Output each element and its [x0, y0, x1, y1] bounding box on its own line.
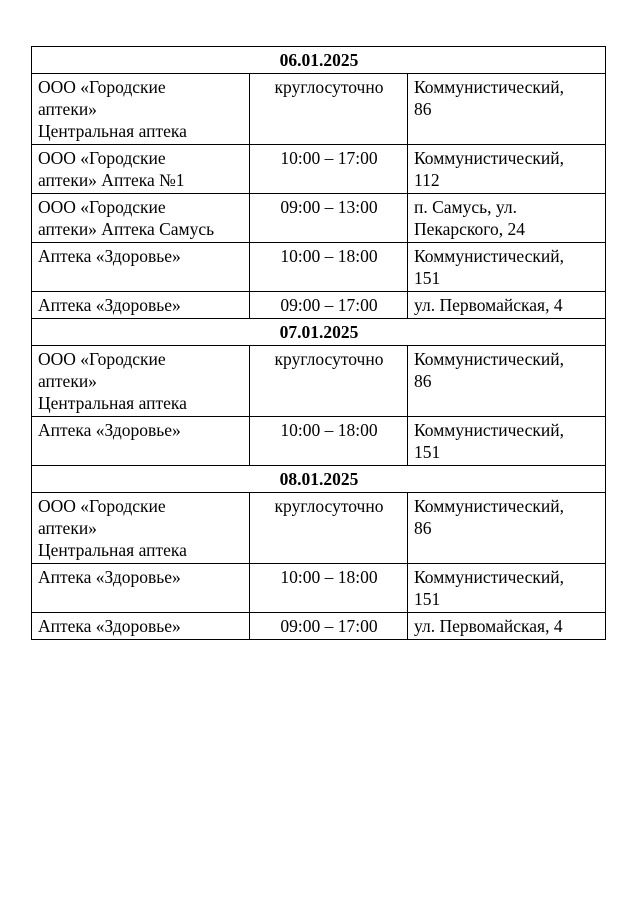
- working-hours-cell: 10:00 – 17:00: [250, 145, 408, 194]
- address-cell: [408, 145, 606, 194]
- address-line: 151: [414, 442, 441, 462]
- pharmacy-name-line: аптеки» Аптека Самусь: [38, 219, 215, 239]
- table-row: [32, 417, 606, 466]
- pharmacy-name-line: аптеки»: [38, 371, 97, 391]
- address-line: Коммунистический,: [414, 148, 565, 168]
- schedule-table-body: [32, 47, 606, 640]
- pharmacy-name-cell: [32, 493, 250, 564]
- address-cell: [408, 613, 606, 640]
- pharmacy-name-line: Аптека «Здоровье»: [38, 295, 181, 315]
- pharmacy-name-line: ООО «Городские: [38, 496, 166, 516]
- pharmacy-name-cell: [32, 292, 250, 319]
- working-hours-cell: круглосуточно: [250, 493, 408, 564]
- address-line: 112: [414, 170, 440, 190]
- address-line: 151: [414, 268, 441, 288]
- table-row: [32, 243, 606, 292]
- table-row: [32, 613, 606, 640]
- pharmacy-name-cell: [32, 145, 250, 194]
- pharmacy-name-line: ООО «Городские: [38, 197, 166, 217]
- date-heading: 08.01.2025: [32, 466, 606, 493]
- address-line: Коммунистический,: [414, 420, 565, 440]
- address-line: Коммунистический,: [414, 246, 565, 266]
- pharmacy-name-line: Центральная аптека: [38, 393, 187, 413]
- date-heading: 06.01.2025: [32, 47, 606, 74]
- pharmacy-name-line: Аптека «Здоровье»: [38, 616, 181, 636]
- table-row: [32, 145, 606, 194]
- address-line: Пекарского, 24: [414, 219, 526, 239]
- address-line: 86: [414, 99, 432, 119]
- pharmacy-name-cell: [32, 194, 250, 243]
- pharmacy-name-line: аптеки»: [38, 99, 97, 119]
- table-row: [32, 346, 606, 417]
- pharmacy-name-line: Центральная аптека: [38, 121, 187, 141]
- working-hours-cell: круглосуточно: [250, 346, 408, 417]
- address-cell: [408, 292, 606, 319]
- address-cell: [408, 493, 606, 564]
- pharmacy-name-line: ООО «Городские: [38, 148, 166, 168]
- table-row: [32, 74, 606, 145]
- address-line: Коммунистический,: [414, 77, 565, 97]
- working-hours-cell: 10:00 – 18:00: [250, 417, 408, 466]
- pharmacy-name-cell: [32, 243, 250, 292]
- pharmacy-name-cell: [32, 346, 250, 417]
- pharmacy-name-line: Аптека «Здоровье»: [38, 567, 181, 587]
- table-row: [32, 292, 606, 319]
- address-line: ул. Первомайская, 4: [414, 616, 563, 636]
- working-hours-cell: 10:00 – 18:00: [250, 243, 408, 292]
- working-hours-cell: 10:00 – 18:00: [250, 564, 408, 613]
- pharmacy-name-cell: [32, 74, 250, 145]
- address-cell: [408, 417, 606, 466]
- date-header-row: [32, 47, 606, 74]
- address-line: Коммунистический,: [414, 567, 565, 587]
- pharmacy-name-line: Аптека «Здоровье»: [38, 420, 181, 440]
- address-line: ул. Первомайская, 4: [414, 295, 563, 315]
- address-cell: [408, 564, 606, 613]
- pharmacy-name-cell: [32, 564, 250, 613]
- pharmacy-name-line: аптеки»: [38, 518, 97, 538]
- pharmacy-name-line: Центральная аптека: [38, 540, 187, 560]
- address-line: 151: [414, 589, 441, 609]
- working-hours-cell: 09:00 – 17:00: [250, 292, 408, 319]
- pharmacy-name-line: аптеки» Аптека №1: [38, 170, 185, 190]
- working-hours-cell: круглосуточно: [250, 74, 408, 145]
- working-hours-cell: 09:00 – 13:00: [250, 194, 408, 243]
- date-header-row: [32, 466, 606, 493]
- address-line: 86: [414, 518, 432, 538]
- working-hours-cell: 09:00 – 17:00: [250, 613, 408, 640]
- address-cell: [408, 243, 606, 292]
- document-page: [31, 46, 605, 640]
- table-row: [32, 493, 606, 564]
- address-line: Коммунистический,: [414, 496, 565, 516]
- pharmacy-name-cell: [32, 613, 250, 640]
- address-cell: [408, 74, 606, 145]
- address-line: 86: [414, 371, 432, 391]
- address-cell: [408, 194, 606, 243]
- pharmacy-name-line: ООО «Городские: [38, 349, 166, 369]
- table-row: [32, 564, 606, 613]
- date-header-row: [32, 319, 606, 346]
- date-heading: 07.01.2025: [32, 319, 606, 346]
- pharmacy-name-line: ООО «Городские: [38, 77, 166, 97]
- address-line: п. Самусь, ул.: [414, 197, 517, 217]
- pharmacy-schedule-table: [31, 46, 606, 640]
- table-row: [32, 194, 606, 243]
- pharmacy-name-cell: [32, 417, 250, 466]
- address-cell: [408, 346, 606, 417]
- address-line: Коммунистический,: [414, 349, 565, 369]
- pharmacy-name-line: Аптека «Здоровье»: [38, 246, 181, 266]
